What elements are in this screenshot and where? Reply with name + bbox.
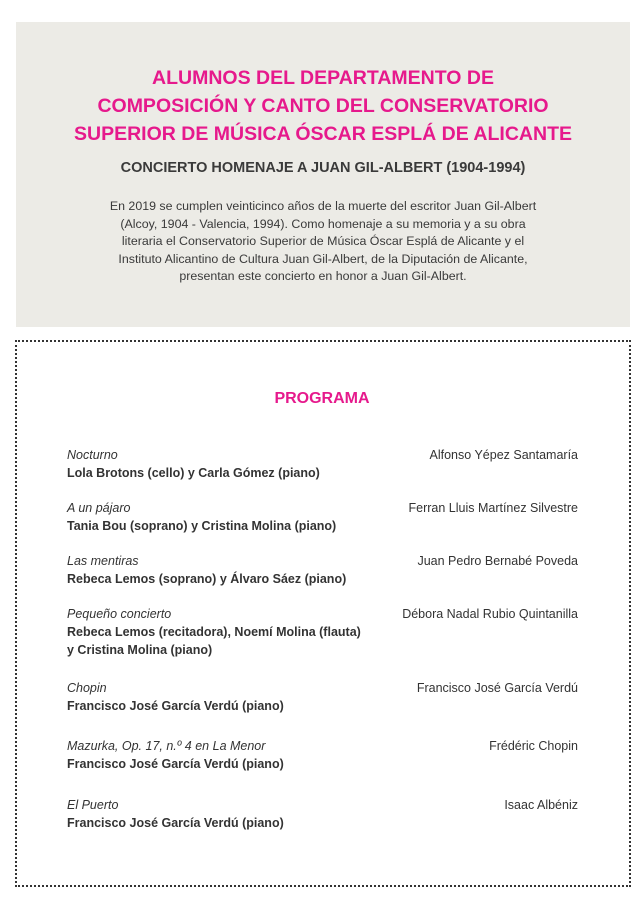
work-title: El Puerto — [67, 798, 119, 812]
program-item — [67, 605, 578, 659]
performers-line: Rebeca Lemos (recitadora), Noemí Molina (flauta) — [67, 625, 361, 639]
program-item — [67, 679, 578, 715]
work-title: Pequeño concierto — [67, 607, 172, 621]
performers-line: Francisco José García Verdú (piano) — [67, 757, 284, 771]
title-line: SUPERIOR DE MÚSICA ÓSCAR ESPLÁ DE ALICANTE — [73, 123, 572, 145]
concert-subtitle: CONCIERTO HOMENAJE A JUAN GIL-ALBERT (1904-1994) — [120, 160, 526, 176]
composer-name: Isaac Albéniz — [504, 798, 578, 812]
performers-line: Lola Brotons (cello) y Carla Gómez (piano) — [67, 466, 320, 480]
composer-name: Débora Nadal Rubio Quintanilla — [402, 607, 578, 621]
intro-line: literaria el Conservatorio Superior de Música Óscar Esplá de Alicante y el — [121, 234, 525, 249]
intro-line: En 2019 se cumplen veinticinco años de la muerte del escritor Juan Gil-Albert — [109, 199, 537, 213]
work-title: Nocturno — [67, 448, 118, 462]
composer-name: Frédéric Chopin — [489, 739, 578, 753]
intro-line: (Alcoy, 1904 - Valencia, 1994). Como homenaje a su memoria y a su obra — [120, 216, 526, 231]
composer-name: Francisco José García Verdú — [416, 681, 578, 695]
performers-line: y Cristina Molina (piano) — [67, 643, 213, 657]
performers-line: Rebeca Lemos (soprano) y Álvaro Sáez (piano) — [67, 572, 347, 586]
program-item — [67, 499, 578, 535]
program-item — [67, 446, 578, 482]
program-item — [67, 796, 578, 832]
performers-line: Francisco José García Verdú (piano) — [67, 699, 284, 713]
program-item — [67, 552, 578, 588]
program-title: PROGRAMA — [274, 390, 370, 407]
work-title: Chopin — [67, 681, 107, 695]
work-title: Mazurka, Op. 17, n.º 4 en La Menor — [67, 739, 266, 753]
composer-name: Alfonso Yépez Santamaría — [429, 448, 578, 462]
work-title: A un pájaro — [67, 501, 131, 515]
intro-paragraph — [40, 198, 606, 286]
intro-line: Instituto Alicantino de Cultura Juan Gil-Albert, de la Diputación de Alicante, — [118, 251, 528, 266]
intro-line: presentan este concierto en honor a Juan Gil-Albert. — [179, 269, 467, 284]
composer-name: Juan Pedro Bernabé Poveda — [417, 554, 578, 568]
title-line: ALUMNOS DEL DEPARTAMENTO DE — [152, 67, 494, 89]
page-title — [16, 64, 630, 148]
title-line: COMPOSICIÓN Y CANTO DEL CONSERVATORIO — [97, 95, 549, 117]
performers-line: Francisco José García Verdú (piano) — [67, 816, 284, 830]
composer-name: Ferran Lluis Martínez Silvestre — [408, 501, 578, 515]
performers-line: Tania Bou (soprano) y Cristina Molina (piano) — [67, 519, 337, 533]
work-title: Las mentiras — [67, 554, 139, 568]
program-item — [67, 737, 578, 773]
